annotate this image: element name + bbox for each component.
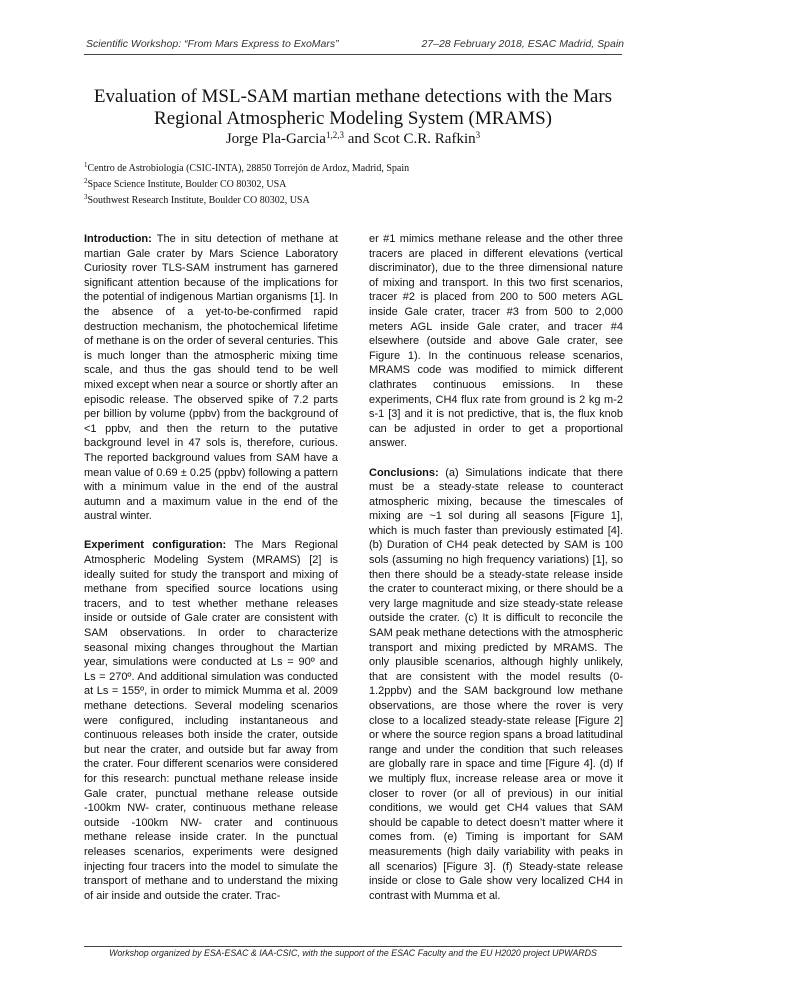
experiment-paragraph-continued: [369, 232, 623, 451]
author-list: [84, 130, 622, 148]
paper-title: [84, 86, 622, 130]
affiliation-item: $^3$Southwest Research Institute, Boulder CO 80302, USA: [84, 193, 310, 206]
workshop-name: Scientific Workshop: “From Mars Express to ExoMars”: [86, 38, 339, 50]
affiliations: [84, 161, 409, 209]
section-body-continued: er #1 mimics methane release and the other three tracers are placed in different elevations (vertical discriminator), due to the three dimensional nature of mixing and transport. In this two first scenarios, tracer #2 is placed from 200 to 500 meters AGL inside Gale crater, tracer #3 from 500 to 2,000 meters AGL inside Gale crater, and tracer #4 elsewhere (outside and above Gale crater, see Figure 1). In the continuous release scenarios, MRAMS code was modified to mimick different clathrates continuous emissions. In these experiments, CH4 flux rate from ground is 2 kg m-2 s-1 [3] and it is not predictive, that is, the flux knob can be adjusted in order to get a proportional answer.: [369, 233, 623, 450]
author-affiliation-marker: 3: [475, 130, 481, 140]
author-name: Scot C.R. Rafkin: [373, 131, 476, 147]
paper-title-line2: Regional Atmospheric Modeling System (MRAMS): [154, 108, 552, 129]
section-heading: Introduction:: [84, 233, 152, 245]
author-joiner: and: [343, 131, 374, 147]
conclusions-paragraph: [369, 466, 623, 904]
footer-rule: [84, 946, 622, 947]
page-footer: Workshop organized by ESA-ESAC & IAA-CSIC, with the support of the ESAC Faculty and the EU H2020 project UPWARDS: [109, 948, 597, 958]
affiliation-item: $^1$Centro de Astrobiología (CSIC-INTA), 28850 Torrejón de Ardoz, Madrid, Spain: [84, 161, 410, 174]
introduction-paragraph: [84, 232, 338, 524]
author-name: Jorge Pla-Garcia: [225, 131, 326, 147]
header-rule: [84, 54, 622, 55]
title-block: [84, 86, 622, 148]
section-heading: Conclusions:: [369, 466, 439, 479]
section-body: The in situ detection of methane at martian Gale crater by Mars Science Laboratory Curiosity rover TLS-SAM instrument has garnered significant attention because of the implications for the potential of indigenous Martian organisms [1]. In the absence of a yet-to-be-confirmed rapid destruction mechanism, the photochemical lifetime of methane is on the order of several centuries. This is much longer than the atmospheric mixing time scale, and thus the gas should tend to be well mixed except when near a source or shortly after an episodic release. The observed spike of 7.2 parts per billion by volume (ppbv) from the background of <1 ppbv, and then the return to the putative background level in 47 sols is, therefore, curious. The reported background values from SAM have a mean value of 0.69 ± 0.25 (ppbv) following a pattern with a minimum value in the end of the austral autumn and a maximum value in the end of the austral winter.: [84, 233, 338, 523]
section-heading: Experiment configuration:: [84, 539, 227, 552]
section-body: The Mars Regional Atmospheric Modeling System (MRAMS) [2] is ideally suited for study the transport and mixing of methane from specified source locations using tracers, and to test whether methane releases inside or outside of Gale crater are consistent with SAM observations. In order to characterize seasonal mixing changes throughout the Martian year, simulations were conducted at Ls = 90º and Ls = 270º. And additional simulation was conducted at Ls = 155º, in order to mimick Mumma et al. 2009 methane detections. Several modeling scenarios were configured, including instantaneous and continuous releases both inside the crater, outside but near the crater, and outside but far away from the crater. Four different scenarios were considered for this research: punctual methane release inside Gale crater, punctual methane release outside -100km NW- crater, continuous methane release outside -100km NW- crater and continuous methane release inside crater. In the punctual releases scenarios, experiments were designed injecting four tracers into the model to simulate the transport of methane and to understand the mixing of air inside and outside the crater. Trac-: [84, 539, 338, 902]
affiliation-item: $^2$Space Science Institute, Boulder CO 80302, USA: [84, 177, 287, 190]
right-column: [369, 232, 623, 903]
section-body: (a) Simulations indicate that there must be a steady-state release to counteract atmospheric mixing, because the timescales of mixing are ~1 sol during all seasons [Figure 1], which is much faster than previously estimated [4]. (b) Duration of CH4 peak detected by SAM is 100 sols (assuming no high frequency variations) [1], so then there should be a steady-state release inside the crater to counteract mixing, or there should be a very large magnitude and size steady-state release outside the crater. (c) It is difficult to reconcile the SAM peak methane detections with the atmospheric transport and mixing predicted by MRAMS. The only plausible scenarios, although highly unlikely, that are consistent with the model results (0-1.2ppbv) and the SAM background low methane observations, are those where the rover is very close to a localized steady-state release [Figure 2] or where the source region spans a broad latitudinal range and under the condition that such releases are globally rare in space and time [Figure 4]. (d) If we multiply flux, increase release area or move it closer to rover (or all of previous) in our initial conditions, we would get CH4 values that SAM should be capable to detect doesn’t matter where it comes from. (e) Timing is important for SAM measurements (high daily variability with peaks in all scenarios) [Figure 3]. (f) Steady-state release inside or close to Gale show very localized CH4 in contrast with Mumma et al.: [369, 466, 623, 902]
author-affiliation-marker: 1,2,3: [325, 130, 344, 140]
workshop-date-location: 27–28 February 2018, ESAC Madrid, Spain: [421, 38, 624, 50]
running-header: [84, 38, 622, 54]
left-column: [84, 232, 338, 903]
paper-title-line1: Evaluation of MSL-SAM martian methane detections with the Mars: [93, 86, 613, 107]
experiment-paragraph: [84, 538, 338, 903]
